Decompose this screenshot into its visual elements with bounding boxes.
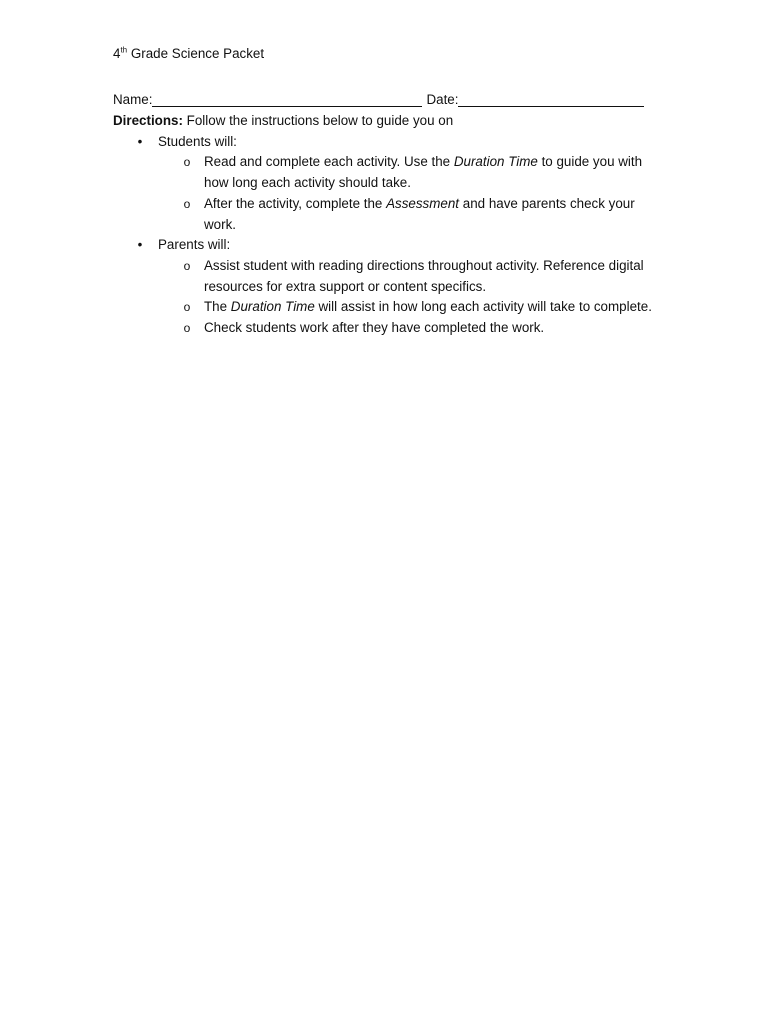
directions-label: Directions: xyxy=(113,113,183,128)
parents-item-duration-text-a: The xyxy=(204,299,231,315)
directions-paragraph xyxy=(113,111,658,132)
title-ordinal-suffix: th xyxy=(120,45,128,55)
title-text: Grade Science Packet xyxy=(127,46,265,61)
parents-item-check-text: Check students work after they have completed the work. xyxy=(204,320,545,336)
bullet-icon: • xyxy=(137,133,143,149)
name-date-row xyxy=(113,91,658,111)
sub-bullet-icon: o xyxy=(183,321,191,336)
bullet-icon: • xyxy=(137,237,143,253)
name-label: Name: xyxy=(113,92,153,108)
parents-item-duration-emphasis: Duration Time xyxy=(230,299,315,315)
students-item-read-text-a: Read and complete each activity. Use the xyxy=(204,154,454,170)
directions-text: Follow the instructions below to guide you on xyxy=(182,113,454,128)
students-sublist xyxy=(158,152,658,235)
students-item-assessment-text-b: and have parents check your work. xyxy=(204,195,635,232)
spacer xyxy=(113,64,658,91)
sub-bullet-icon: o xyxy=(183,300,191,315)
parents-heading: Parents will: xyxy=(158,237,231,253)
students-section xyxy=(113,132,658,236)
sub-bullet-icon: o xyxy=(183,196,191,211)
students-item-assessment xyxy=(158,194,658,235)
date-blank-line[interactable] xyxy=(458,92,644,107)
parents-item-assist xyxy=(158,256,658,297)
parents-section xyxy=(113,235,658,339)
sub-bullet-icon: o xyxy=(183,258,191,273)
document-body xyxy=(113,44,658,339)
sub-bullet-icon: o xyxy=(183,155,191,170)
students-item-assessment-text-a: After the activity, complete the xyxy=(204,195,387,211)
parents-item-duration xyxy=(158,297,658,318)
students-item-assessment-emphasis: Assessment xyxy=(386,195,460,211)
title-grade-number: 4 xyxy=(113,46,121,61)
parents-item-check xyxy=(158,318,658,339)
parents-sublist xyxy=(158,256,658,339)
students-item-read xyxy=(158,152,658,193)
students-item-read-emphasis: Duration Time xyxy=(453,154,538,170)
page-title xyxy=(113,44,658,64)
name-blank-line[interactable] xyxy=(152,92,422,107)
parents-item-assist-text: Assist student with reading directions throughout activity. Reference digital resources for extra support or content specifics. xyxy=(204,257,644,294)
instructions-list xyxy=(113,132,658,339)
students-item-read-text-b: to guide you with how long each activity should take. xyxy=(204,154,643,191)
date-label: Date: xyxy=(426,92,459,108)
parents-item-duration-text-b: will assist in how long each activity will take to complete. xyxy=(314,299,652,315)
students-heading: Students will: xyxy=(158,133,237,149)
